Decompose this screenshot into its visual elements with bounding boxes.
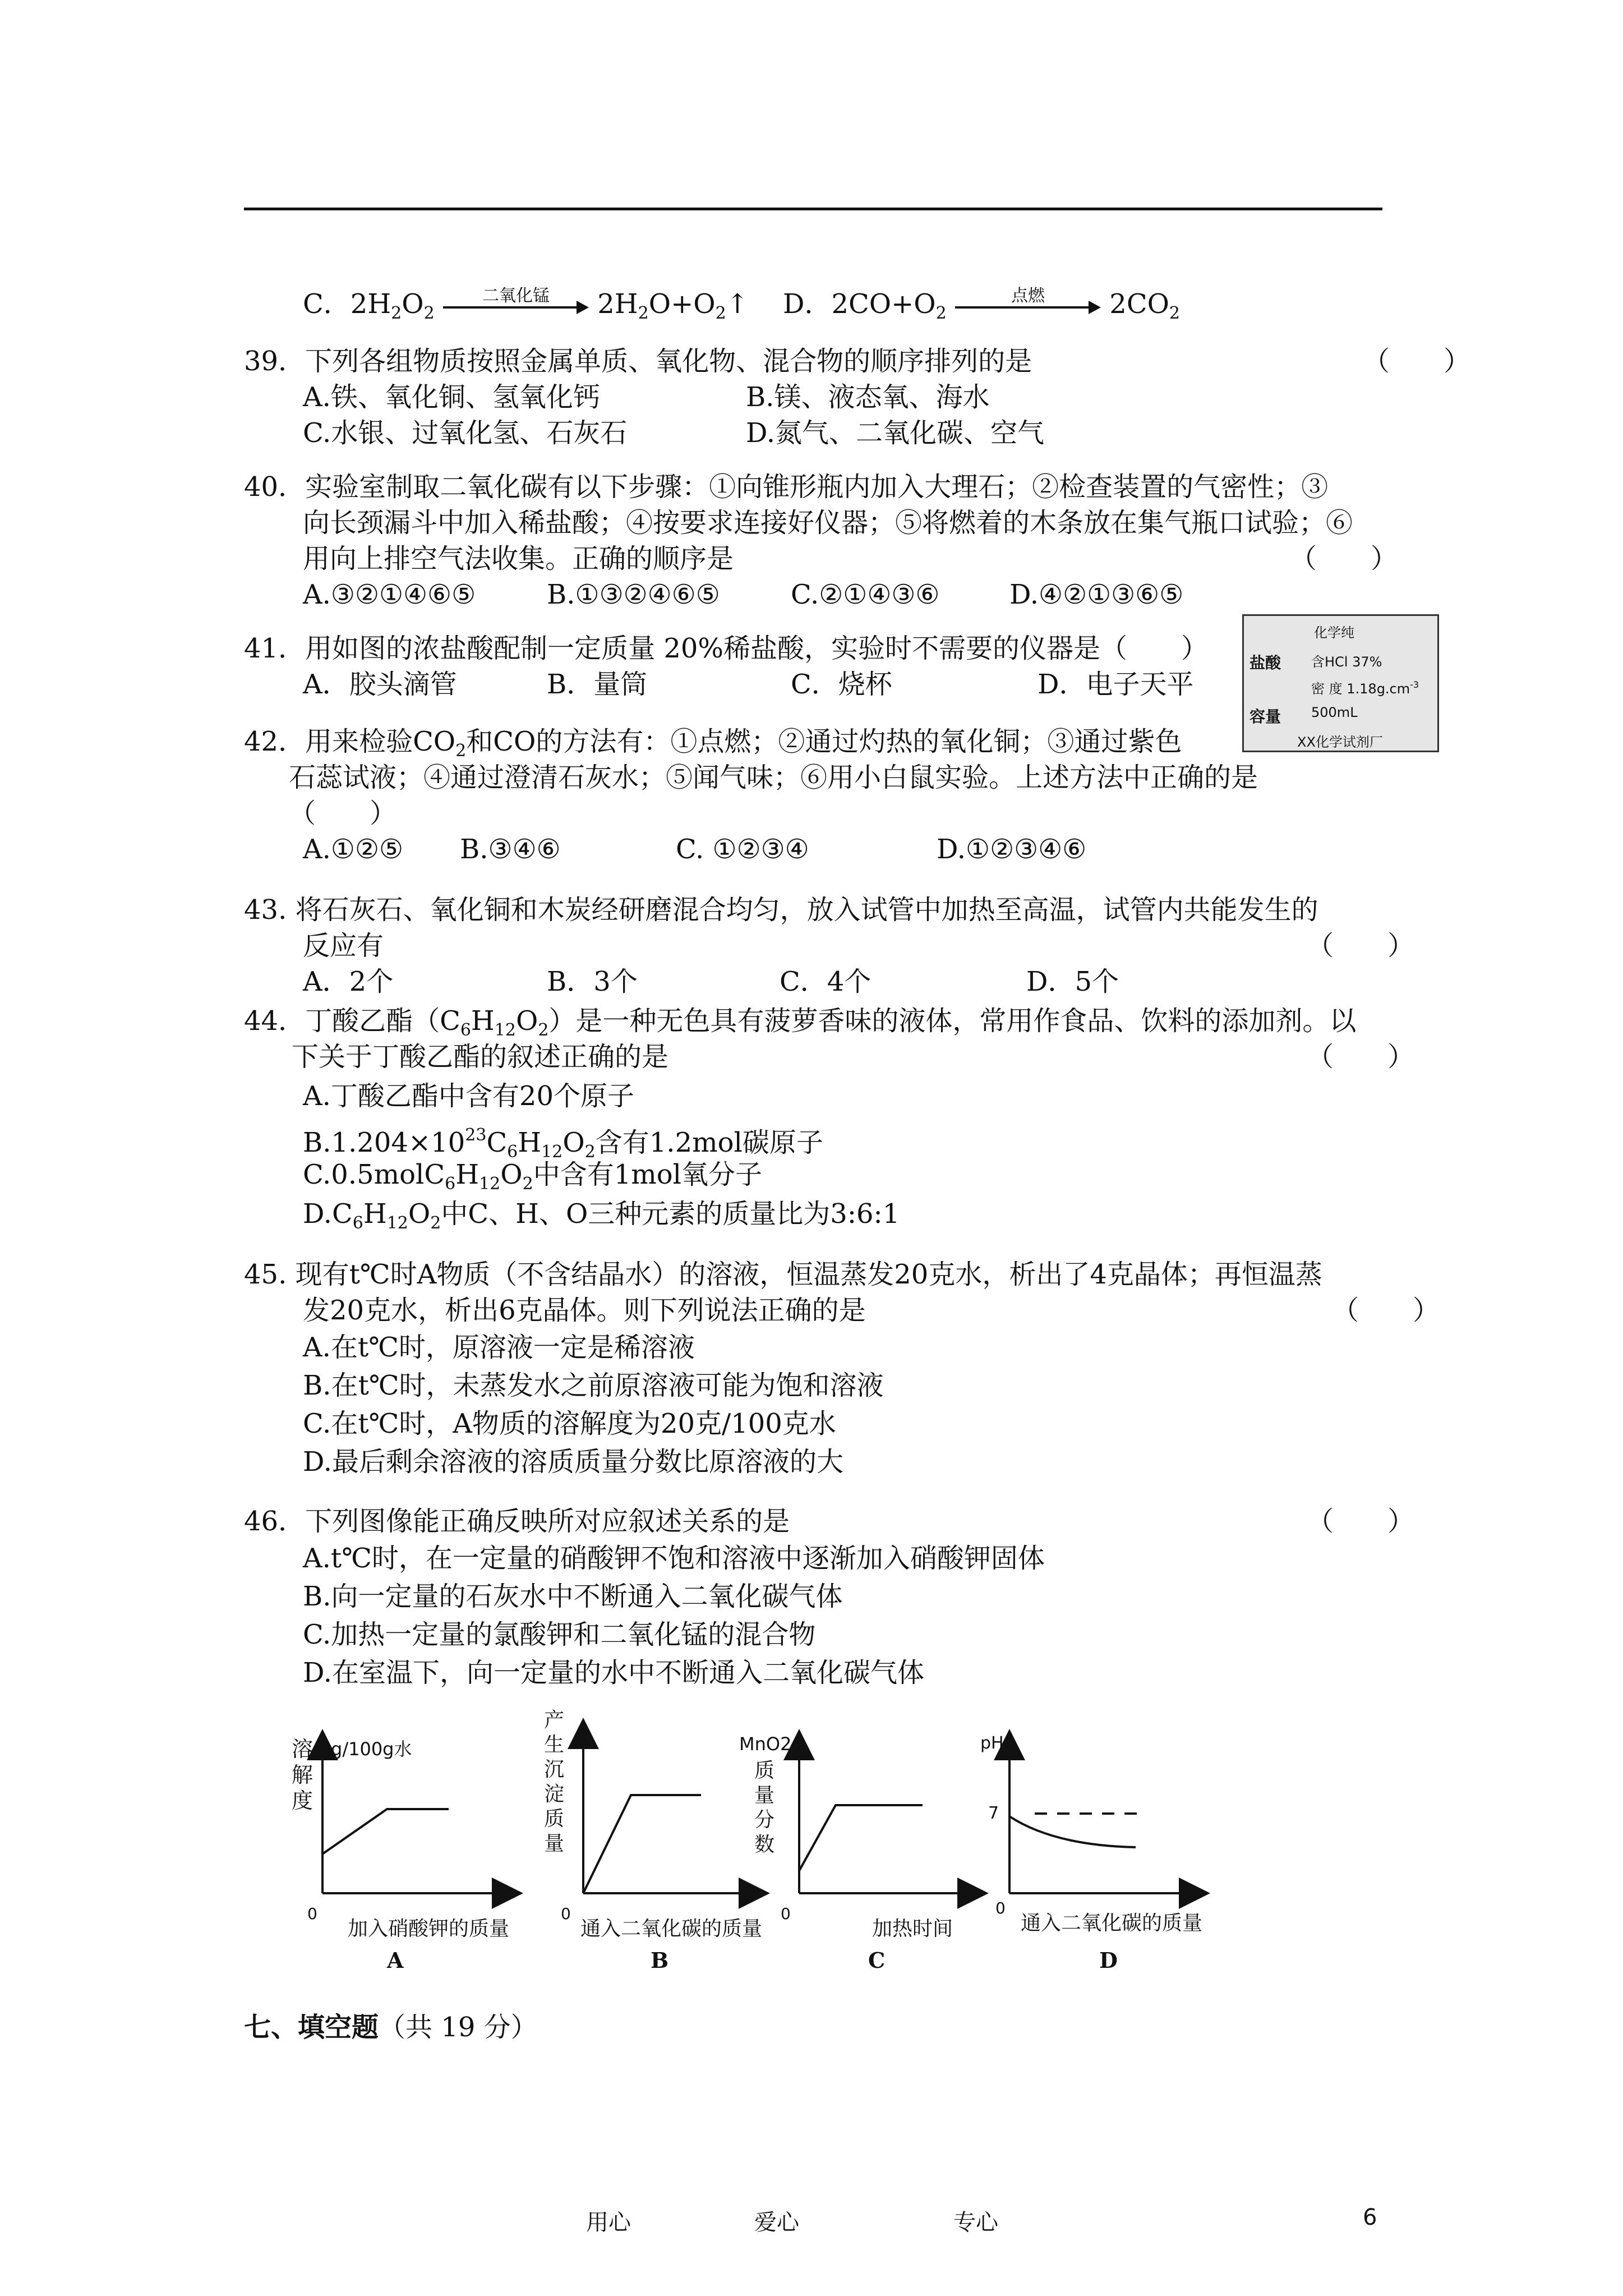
graph-b-xlabel: 通入二氧化碳的质量 — [580, 1917, 763, 1940]
q39-option-a: A.铁、氧化铜、氢氧化钙 — [303, 381, 600, 413]
q38-d-condition: 点燃 — [1011, 286, 1045, 306]
q39-option-d: D.氮气、二氧化碳、空气 — [746, 417, 1045, 449]
q39-option-c: C.水银、过氧化氢、石灰石 — [303, 417, 628, 449]
q44-option-c: $C.0.5molC_6H_{12}O_2$中含有1mol氧分子 — [303, 1159, 763, 1194]
section-7-heading: 七、填空题（共 19 分） — [244, 2012, 538, 2043]
q43-answer-paren: （ ） — [1307, 930, 1415, 961]
graph-a-letter: A — [387, 1948, 404, 1973]
q46-stem: 46．下列图像能正确反映所对应叙述关系的是 — [244, 1506, 790, 1537]
q39-option-b: B.镁、液态氧、海水 — [746, 381, 990, 413]
q44-line1: 44．丁酸乙酯$(C_6H_{12}O_2)$是一种无色具有菠萝香味的液体，常用作食品、饮料的添加剂。以 — [244, 1005, 1357, 1040]
q41-option-c: C．烧杯 — [791, 669, 892, 700]
graph-c — [799, 1745, 973, 1893]
graph-b-letter: B — [651, 1948, 669, 1973]
q40-answer-paren: （ ） — [1290, 543, 1398, 574]
q44-option-b: $B.1.204\times 10^{23}C_6H_{12}O_2$含有1.2mol碳原子 — [303, 1125, 823, 1162]
graph-c-ylabel: 质量分数 — [754, 1759, 775, 1856]
q44-option-a: A.丁酸乙酯中含有20个原子 — [303, 1080, 635, 1112]
q45-option-d: D.最后剩余溶液的溶质质量分数比原溶液的大 — [303, 1446, 844, 1478]
q45-option-a: A.在t℃时，原溶液一定是稀溶液 — [303, 1332, 695, 1363]
graph-b-origin: 0 — [561, 1904, 571, 1923]
q40-option-d: D.④②①③⑥⑤ — [1009, 579, 1184, 610]
q45-option-c: C.在t℃时，A物质的溶解度为20克/100克水 — [303, 1408, 836, 1439]
q42-line1: 42．用来检验$CO_2$和CO的方法有：①点燃；②通过灼热的氧化铜；③通过紫色 — [244, 726, 1182, 761]
q40-line2: 向长颈漏斗中加入稀盐酸；④按要求连接好仪器；⑤将燃着的木条放在集气瓶口试验；⑥ — [303, 507, 1353, 539]
q41-stem: 41．用如图的浓盐酸配制一定质量 20%稀盐酸，实验时不需要的仪器是（ ） — [244, 633, 1209, 664]
page-number: 6 — [1363, 2205, 1377, 2230]
graph-a-curve — [322, 1809, 449, 1854]
q39-answer-paren: （ ） — [1363, 346, 1471, 377]
q42-option-d: D.①②③④⑥ — [937, 834, 1087, 865]
graph-a-ylabel: 溶解度 — [292, 1737, 313, 1813]
footer-word-1: 用心 — [586, 2210, 631, 2235]
q38-d-product: 2CO — [1109, 288, 1169, 320]
graph-d-origin: 0 — [995, 1899, 1006, 1917]
graph-a-xlabel: 加入硝酸钾的质量 — [348, 1917, 510, 1940]
q45-line2: 发20克水，析出6克晶体。则下列说法正确的是 — [303, 1295, 866, 1326]
graph-b — [583, 1733, 754, 1893]
graph-d-xlabel: 通入二氧化碳的质量 — [1021, 1912, 1203, 1935]
graph-c-origin: 0 — [781, 1904, 791, 1923]
q41-option-a: A．胶头滴管 — [303, 669, 457, 700]
q42-option-a: A.①②⑤ — [303, 834, 404, 865]
q46-answer-paren: （ ） — [1307, 1506, 1415, 1537]
q40-line3: 用向上排空气法收集。正确的顺序是 — [303, 543, 734, 574]
q43-line2: 反应有 — [303, 930, 384, 961]
q40-option-c: C.②①④③⑥ — [791, 579, 940, 610]
q43-option-b: B．3个 — [547, 966, 638, 997]
q40-line1: 40．实验室制取二氧化碳有以下步骤：①向锥形瓶内加入大理石；②检查装置的气密性；③ — [244, 471, 1329, 503]
q42-answer-paren: （ ） — [289, 798, 397, 829]
q42-line2: 石蕊试液；④通过澄清石灰水；⑤闻气味；⑥用小白鼠实验。上述方法中正确的是 — [289, 762, 1258, 793]
label-content: 含HCl 37% — [1311, 654, 1382, 670]
q38-options: C．$2H_2O_2$ 二氧化锰 $2H_2O+O_2↑$ D．$2CO+O_2$ 点燃 $2CO_2$ — [303, 285, 1180, 332]
graph-d-curve — [1009, 1816, 1136, 1847]
q40-option-a: A.③②①④⑥⑤ — [303, 579, 476, 610]
graph-d-tick-7: 7 — [988, 1803, 999, 1823]
q44-line2: 下关于丁酸乙酯的叙述正确的是 — [292, 1041, 669, 1073]
label-density: 密 度 $1.18g.cm^{-3}$ — [1311, 679, 1419, 697]
q46-option-c: C.加热一定量的氯酸钾和二氧化锰的混合物 — [303, 1619, 816, 1650]
q43-line1: 43. 将石灰石、氧化铜和木炭经研磨混合均匀，放入试管中加热至高温，试管内共能发生的 — [244, 894, 1318, 926]
graph-b-curve — [583, 1795, 701, 1893]
graph-a — [322, 1745, 508, 1893]
q45-answer-paren: （ ） — [1332, 1295, 1440, 1326]
q42-option-b: B.③④⑥ — [460, 834, 561, 865]
graph-b-ylabel: 产生沉淀质量 — [544, 1709, 565, 1855]
q39-stem: 39．下列各组物质按照金属单质、氧化物、混合物的顺序排列的是 — [244, 346, 1032, 377]
label-capacity: 500mL — [1311, 705, 1358, 720]
q42-option-c: C. ①②③④ — [676, 834, 809, 865]
q38-c-products: 2H — [597, 288, 638, 320]
q41-option-b: B．量筒 — [547, 669, 648, 700]
q45-line1: 45. 现有t℃时A物质（不含结晶水）的溶液，恒温蒸发20克水，析出了4克晶体；再恒温蒸 — [244, 1259, 1322, 1290]
graph-c-xlabel: 加热时间 — [872, 1917, 953, 1940]
label-maker: XX化学试剂厂 — [1297, 734, 1383, 750]
graph-c-letter: C — [868, 1948, 886, 1973]
q46-option-d: D.在室温下，向一定量的水中不断通入二氧化碳气体 — [303, 1657, 925, 1688]
label-title: 化学纯 — [1314, 625, 1354, 641]
q38-c-condition: 二氧化锰 — [482, 286, 550, 306]
q38-d-prefix: D．2CO+O — [782, 288, 936, 320]
graph-d — [1009, 1745, 1195, 1893]
q46-option-b: B.向一定量的石灰水中不断通入二氧化碳气体 — [303, 1581, 843, 1612]
footer-word-3: 专心 — [953, 2210, 998, 2235]
q41-option-d: D．电子天平 — [1038, 669, 1194, 700]
graph-d-ylabel: pH — [980, 1733, 1004, 1753]
graph-c-ylabel-top: MnO2 — [739, 1733, 792, 1755]
graph-a-origin: 0 — [307, 1904, 317, 1923]
label-name: 盐酸 — [1249, 654, 1281, 672]
graph-c-curve — [799, 1805, 923, 1871]
q43-option-c: C．4个 — [780, 966, 872, 997]
q40-option-b: B.①③②④⑥⑤ — [547, 579, 720, 610]
label-capacity-label: 容量 — [1249, 707, 1281, 726]
q46-option-a: A.t℃时，在一定量的硝酸钾不饱和溶液中逐渐加入硝酸钾固体 — [303, 1543, 1045, 1574]
q43-option-a: A．2个 — [303, 966, 394, 997]
graph-d-letter: D — [1099, 1948, 1118, 1973]
footer-word-2: 爱心 — [754, 2210, 799, 2235]
q38-c-prefix: C．2H — [303, 288, 391, 320]
q45-option-b: B.在t℃时，未蒸发水之前原溶液可能为饱和溶液 — [303, 1370, 884, 1401]
q44-option-d: $D.C_6H_{12}O_2$中C、H、O三种元素的质量比为3:6:1 — [303, 1198, 900, 1233]
q44-answer-paren: （ ） — [1307, 1041, 1415, 1073]
graph-a-yunit: g/100g水 — [331, 1738, 412, 1760]
q43-option-d: D．5个 — [1026, 966, 1119, 997]
